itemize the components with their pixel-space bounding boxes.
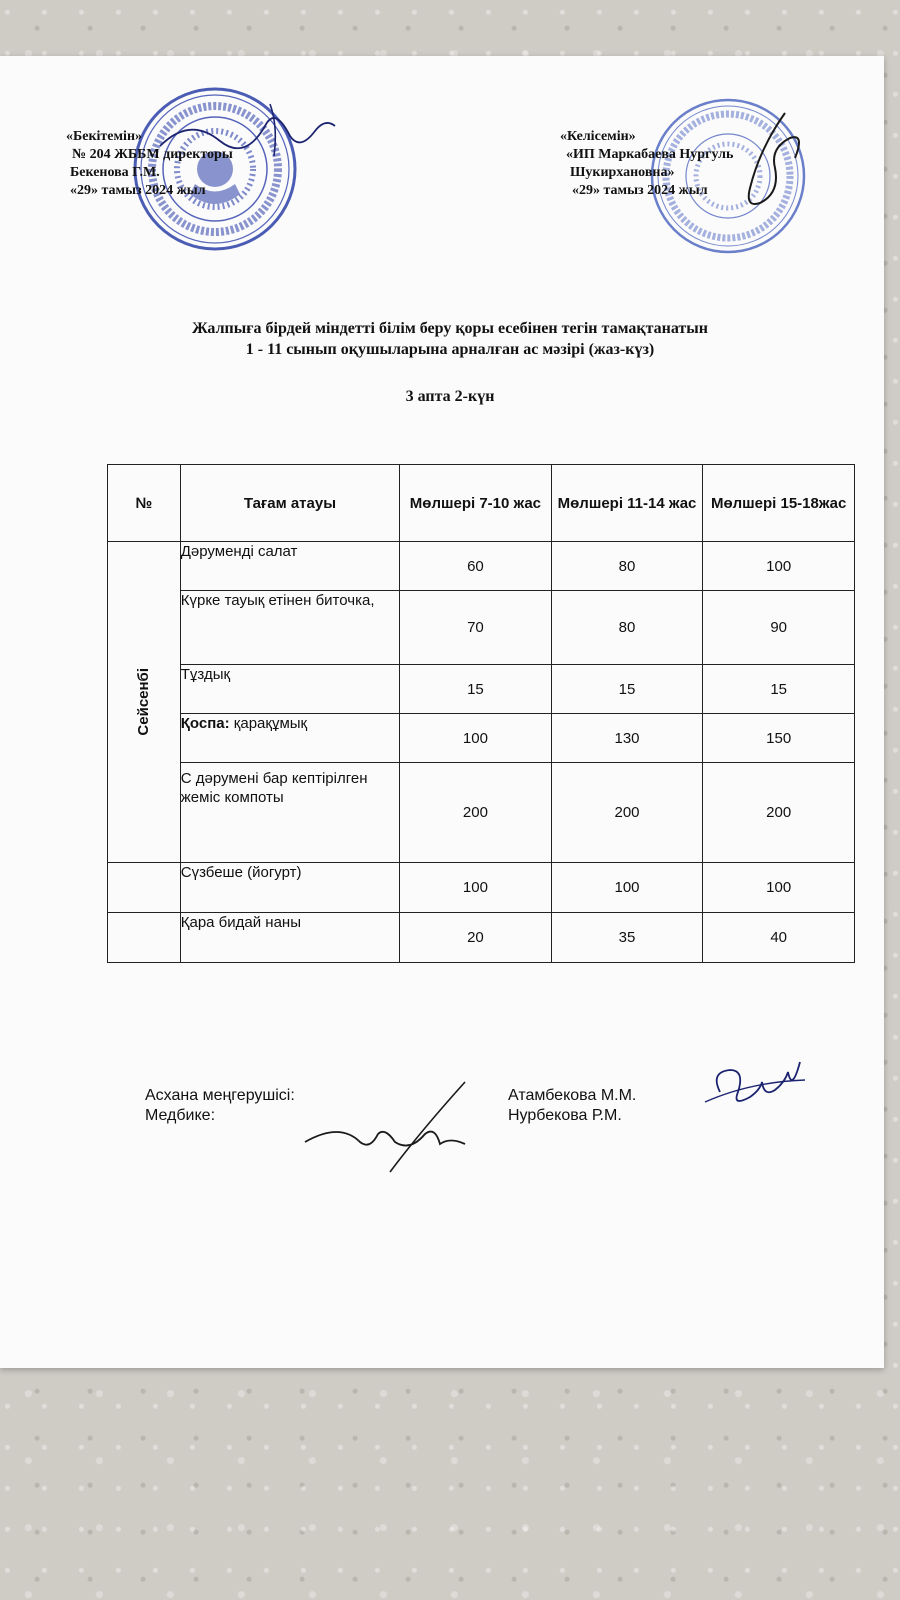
table-header-row bbox=[108, 465, 855, 542]
dish-name: Қара бидай наны bbox=[180, 913, 399, 963]
table-row bbox=[108, 591, 855, 665]
name-kitchen-head: Атамбекова М.М. bbox=[508, 1087, 637, 1104]
title-line-2: 1 - 11 сынып оқушыларына арналған ас мәзірі (жаз-күз) bbox=[245, 341, 655, 358]
qty-15-18: 200 bbox=[703, 763, 855, 863]
header-number: № bbox=[108, 465, 181, 542]
qty-7-10: 200 bbox=[400, 763, 552, 863]
qty-7-10: 100 bbox=[400, 714, 552, 763]
agreement-date: «29» тамыз 2024 жыл bbox=[572, 183, 708, 198]
week-day-label: 3 апта 2-күн bbox=[405, 388, 495, 405]
table-row bbox=[108, 863, 855, 913]
qty-15-18: 15 bbox=[703, 665, 855, 714]
dish-name: Сүзбеше (йогурт) bbox=[180, 863, 399, 913]
qty-15-18: 150 bbox=[703, 714, 855, 763]
header-qty-15-18: Мөлшері 15-18жас bbox=[703, 465, 855, 542]
approval-position: № 204 ЖББМ директоры bbox=[72, 147, 233, 162]
qty-15-18: 100 bbox=[703, 542, 855, 591]
name-nurse: Нурбекова Р.М. bbox=[508, 1107, 622, 1124]
footer-roles bbox=[145, 1086, 295, 1126]
qty-7-10: 100 bbox=[400, 863, 552, 913]
header-qty-11-14: Мөлшері 11-14 жас bbox=[551, 465, 703, 542]
dish-name bbox=[180, 714, 399, 763]
day-cell bbox=[108, 542, 181, 863]
dish-name: С дәрумені бар кептірілген жеміс компоты bbox=[180, 763, 399, 863]
day-label: Сейсенбі bbox=[135, 668, 153, 736]
table-row bbox=[108, 665, 855, 714]
dish-name: Дәруменді салат bbox=[180, 542, 399, 591]
nurse-signature bbox=[700, 1052, 810, 1122]
header-dish-name: Тағам атауы bbox=[180, 465, 399, 542]
dish-name: Күрке тауық етінен биточка, bbox=[180, 591, 399, 665]
approval-name: Бекенова Г.М. bbox=[70, 165, 160, 180]
table-row bbox=[108, 763, 855, 863]
header-qty-7-10: Мөлшері 7-10 жас bbox=[400, 465, 552, 542]
qty-7-10: 20 bbox=[400, 913, 552, 963]
qty-11-14: 80 bbox=[551, 591, 703, 665]
qty-15-18: 40 bbox=[703, 913, 855, 963]
qty-11-14: 100 bbox=[551, 863, 703, 913]
qty-11-14: 130 bbox=[551, 714, 703, 763]
approval-date: «29» тамыз 2024 жыл bbox=[70, 183, 206, 198]
qty-11-14: 200 bbox=[551, 763, 703, 863]
approval-title: «Бекітемін» bbox=[66, 129, 143, 144]
qty-11-14: 35 bbox=[551, 913, 703, 963]
agreement-company: «ИП Маркабаева Нургуль bbox=[566, 147, 734, 162]
agreement-block bbox=[560, 128, 733, 200]
qty-15-18: 90 bbox=[703, 591, 855, 665]
agreement-company-cont: Шукирхановна» bbox=[570, 165, 675, 180]
qty-11-14: 15 bbox=[551, 665, 703, 714]
agreement-title: «Келісемін» bbox=[560, 129, 636, 144]
table-row bbox=[108, 714, 855, 763]
footer-names bbox=[508, 1086, 636, 1126]
role-nurse: Медбике: bbox=[145, 1107, 216, 1124]
table-row bbox=[108, 913, 855, 963]
empty-day-cell bbox=[108, 863, 181, 913]
dish-name: Тұздық bbox=[180, 665, 399, 714]
qty-7-10: 15 bbox=[400, 665, 552, 714]
menu-table bbox=[107, 464, 855, 963]
qty-15-18: 100 bbox=[703, 863, 855, 913]
qty-7-10: 70 bbox=[400, 591, 552, 665]
qty-7-10: 60 bbox=[400, 542, 552, 591]
table-row bbox=[108, 542, 855, 591]
empty-day-cell bbox=[108, 913, 181, 963]
approval-block bbox=[66, 128, 233, 200]
cook-signature bbox=[300, 1072, 500, 1182]
qty-11-14: 80 bbox=[551, 542, 703, 591]
role-kitchen-head: Асхана меңгерушісі: bbox=[145, 1087, 295, 1104]
dish-name-rest: қарақұмық bbox=[229, 715, 308, 732]
title-line-1: Жалпыға бірдей міндетті білім беру қоры есебінен тегін тамақтанатын bbox=[192, 320, 708, 337]
document-title bbox=[60, 318, 840, 360]
dish-name-prefix: Қоспа: bbox=[180, 715, 230, 732]
